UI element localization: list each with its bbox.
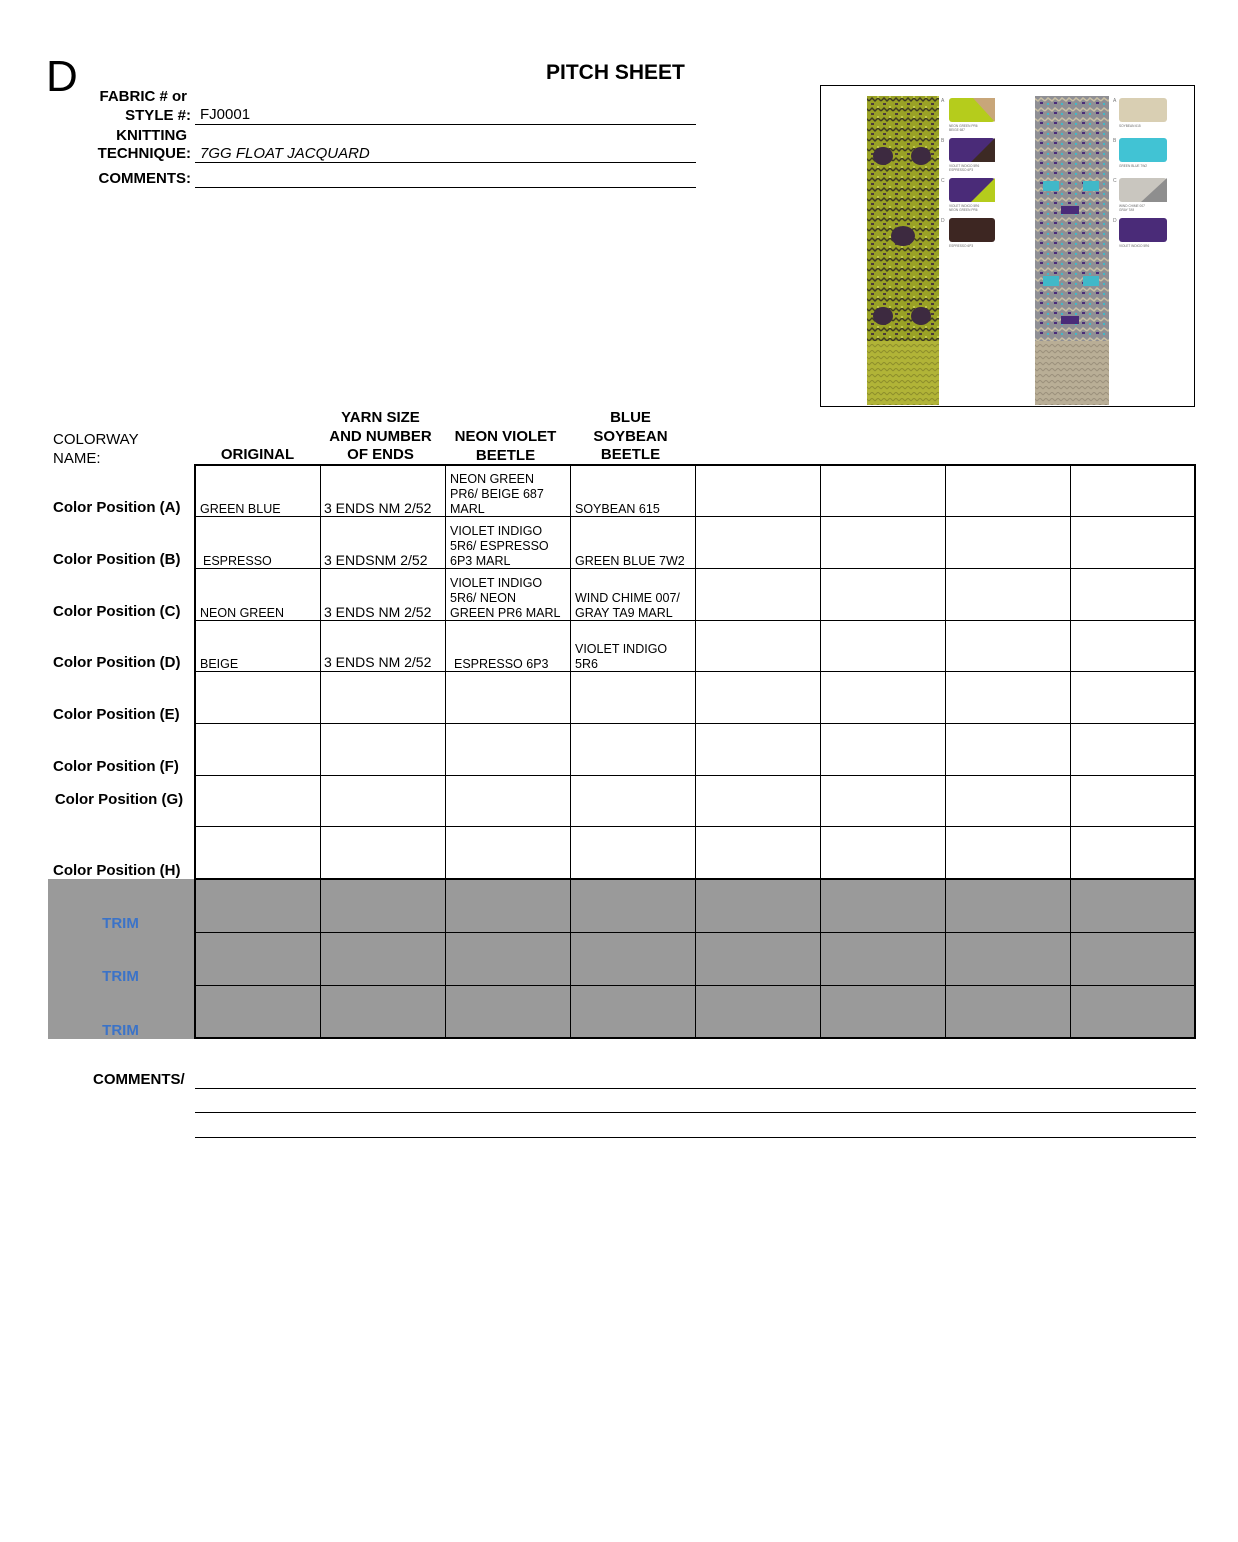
col-header-original-line1: ORIGINAL bbox=[220, 446, 295, 463]
cell-a-original[interactable]: GREEN BLUE bbox=[200, 502, 281, 516]
comments-line bbox=[195, 187, 696, 188]
svg-text:ESPRESSO 6P3: ESPRESSO 6P3 bbox=[949, 168, 974, 172]
cell-line: WIND CHIME 007/ bbox=[575, 591, 680, 605]
col-line bbox=[695, 465, 696, 1038]
col-header-blue-line3: BEETLE bbox=[600, 446, 661, 463]
col-header-blue-soybean-beetle bbox=[568, 409, 693, 465]
footer-comments-line-1[interactable] bbox=[195, 1088, 1196, 1089]
fabric-label-line1: FABRIC # or bbox=[99, 88, 187, 105]
swatch-letter-d-right: D bbox=[1113, 218, 1117, 224]
yarn-chip-d-left bbox=[949, 218, 995, 242]
trim-label-3: TRIM bbox=[102, 1022, 139, 1039]
cell-c-neon-violet[interactable] bbox=[450, 576, 560, 621]
swatch-letter-a-left: A bbox=[941, 98, 945, 104]
svg-text:NEON GREEN PR6: NEON GREEN PR6 bbox=[949, 208, 978, 212]
svg-text:SOYBEAN 615: SOYBEAN 615 bbox=[1119, 124, 1141, 128]
col-line bbox=[820, 465, 821, 1038]
svg-text:VIOLET INDIGO 5R6: VIOLET INDIGO 5R6 bbox=[949, 204, 980, 208]
svg-text:NEON GREEN PR6: NEON GREEN PR6 bbox=[949, 124, 978, 128]
footer-comments-line-2[interactable] bbox=[195, 1112, 1196, 1113]
svg-text:BEIGE 687: BEIGE 687 bbox=[949, 128, 965, 132]
yarn-chip-a-right bbox=[1119, 98, 1167, 122]
fabric-swatch-image bbox=[820, 85, 1195, 407]
row-line bbox=[195, 723, 1195, 724]
swatch-letter-c-left: C bbox=[941, 178, 945, 184]
cell-line: 6P3 MARL bbox=[450, 554, 511, 568]
cell-a-yarn[interactable]: 3 ENDS NM 2/52 bbox=[324, 500, 432, 516]
cell-b-blue-soybean[interactable] bbox=[575, 554, 685, 569]
svg-text:GREEN BLUE 7W2: GREEN BLUE 7W2 bbox=[1119, 164, 1147, 168]
row-line bbox=[195, 516, 1195, 517]
cell-d-neon-violet[interactable] bbox=[454, 657, 549, 672]
cell-d-blue-soybean[interactable] bbox=[575, 642, 667, 672]
row-label-c: Color Position (C) bbox=[53, 603, 181, 620]
cell-a-blue-soybean[interactable] bbox=[575, 502, 660, 517]
row-line bbox=[195, 985, 1195, 986]
swatch-letter-c-right: C bbox=[1113, 178, 1117, 184]
col-header-blue-line2: SOYBEAN bbox=[593, 427, 668, 445]
col-header-blue-line1: BLUE bbox=[610, 409, 651, 426]
cell-line: NEON GREEN bbox=[450, 472, 535, 486]
col-line bbox=[445, 465, 446, 1038]
cell-line: ESPRESSO 6P3 bbox=[454, 657, 549, 671]
cell-d-yarn[interactable]: 3 ENDS NM 2/52 bbox=[324, 654, 432, 670]
swatch-letter-b-right: B bbox=[1113, 138, 1117, 144]
knitting-label-line2: TECHNIQUE: bbox=[97, 145, 191, 162]
fabric-style-line bbox=[195, 124, 696, 125]
col-line bbox=[320, 465, 321, 1038]
col-header-neon-line1: NEON VIOLET bbox=[454, 428, 557, 445]
yarn-chip-c-right bbox=[1119, 178, 1167, 202]
yarn-chip-d-right bbox=[1119, 218, 1167, 242]
svg-text:VIOLET INDIGO 5R6: VIOLET INDIGO 5R6 bbox=[1119, 244, 1150, 248]
cell-line: GRAY TA9 MARL bbox=[575, 606, 673, 620]
yarn-chip-b-left bbox=[949, 138, 995, 162]
trim-label-2: TRIM bbox=[102, 968, 139, 985]
col-line bbox=[570, 465, 571, 1038]
sheet-letter: D bbox=[46, 52, 78, 101]
col-line bbox=[945, 465, 946, 1038]
row-line bbox=[195, 826, 1195, 827]
cell-line: 5R6 bbox=[575, 657, 598, 671]
knitting-technique-value[interactable]: 7GG FLOAT JACQUARD bbox=[200, 145, 370, 162]
cell-c-yarn[interactable]: 3 ENDS NM 2/52 bbox=[324, 604, 432, 620]
col-header-neon-line2: BEETLE bbox=[475, 446, 536, 464]
cell-line: 5R6/ ESPRESSO bbox=[450, 539, 549, 553]
col-header-original bbox=[195, 446, 320, 464]
swatch-letter-b-left: B bbox=[941, 138, 945, 144]
fabric-style-value[interactable]: FJ0001 bbox=[200, 106, 251, 123]
knitting-technique-line bbox=[195, 162, 696, 163]
cell-line: GREEN PR6 MARL bbox=[450, 606, 561, 620]
row-label-a: Color Position (A) bbox=[53, 499, 181, 516]
col-header-yarn-line1: YARN SIZE bbox=[341, 409, 420, 426]
cell-line: VIOLET INDIGO bbox=[450, 524, 543, 538]
cell-c-blue-soybean[interactable] bbox=[575, 591, 680, 621]
svg-text:ESPRESSO 6P3: ESPRESSO 6P3 bbox=[949, 244, 974, 248]
cell-b-neon-violet[interactable] bbox=[450, 524, 549, 569]
cell-line: VIOLET INDIGO bbox=[450, 576, 543, 590]
row-label-b: Color Position (B) bbox=[53, 551, 181, 568]
row-line-thick bbox=[195, 878, 1195, 880]
footer-comments-line-3[interactable] bbox=[195, 1137, 1196, 1138]
cell-c-original[interactable]: NEON GREEN bbox=[200, 606, 285, 620]
row-line bbox=[195, 932, 1195, 933]
col-header-neon-violet-beetle bbox=[443, 428, 568, 465]
footer-comments-label: COMMENTS/ bbox=[93, 1071, 185, 1088]
page-title: PITCH SHEET bbox=[546, 61, 685, 84]
row-line bbox=[195, 568, 1195, 569]
row-label-g: Color Position (G) bbox=[54, 791, 184, 808]
cell-line: VIOLET INDIGO bbox=[575, 642, 668, 656]
colorway-label bbox=[53, 430, 139, 468]
row-line bbox=[195, 671, 1195, 672]
fabric-label-line2: STYLE #: bbox=[125, 107, 191, 124]
cell-b-yarn[interactable]: 3 ENDSNM 2/52 bbox=[324, 552, 428, 568]
cell-line: MARL bbox=[450, 502, 485, 516]
col-header-yarn-size bbox=[318, 409, 443, 465]
knitting-label-line1: KNITTING bbox=[116, 127, 187, 144]
svg-text:VIOLET INDIGO 5R6: VIOLET INDIGO 5R6 bbox=[949, 164, 980, 168]
cell-d-original[interactable]: BEIGE bbox=[200, 657, 239, 671]
swatch-letter-a-right: A bbox=[1113, 98, 1117, 104]
yarn-chip-b-right bbox=[1119, 138, 1167, 162]
svg-text:GRAY TA9: GRAY TA9 bbox=[1119, 208, 1135, 212]
colorway-label-line1: COLORWAY bbox=[53, 431, 139, 448]
fabric-swatch-illustration bbox=[821, 86, 1195, 407]
col-header-yarn-line3: OF ENDS bbox=[347, 446, 414, 463]
col-header-yarn-line2: AND NUMBER bbox=[329, 427, 432, 445]
colorway-label-line2: NAME: bbox=[53, 450, 101, 467]
cell-a-neon-violet[interactable] bbox=[450, 472, 544, 517]
row-label-h: Color Position (H) bbox=[53, 862, 181, 879]
cell-line: 5R6/ NEON bbox=[450, 591, 516, 605]
swatch-letter-d-left: D bbox=[941, 218, 945, 224]
col-line bbox=[1070, 465, 1071, 1038]
yarn-chip-c-left bbox=[949, 178, 995, 202]
cell-b-original[interactable]: ESPRESSO bbox=[203, 554, 272, 568]
row-label-d: Color Position (D) bbox=[53, 654, 181, 671]
svg-text:WIND CHIME 007: WIND CHIME 007 bbox=[1119, 204, 1145, 208]
comments-label: COMMENTS: bbox=[98, 170, 191, 187]
cell-line: PR6/ BEIGE 687 bbox=[450, 487, 544, 501]
row-label-e: Color Position (E) bbox=[53, 706, 180, 723]
row-line bbox=[195, 775, 1195, 776]
yarn-chip-a-left bbox=[949, 98, 995, 122]
row-label-f: Color Position (F) bbox=[53, 758, 179, 775]
row-line bbox=[195, 620, 1195, 621]
trim-label-1: TRIM bbox=[102, 915, 139, 932]
cell-line: GREEN BLUE 7W2 bbox=[575, 554, 685, 568]
cell-line: SOYBEAN 615 bbox=[575, 502, 660, 516]
